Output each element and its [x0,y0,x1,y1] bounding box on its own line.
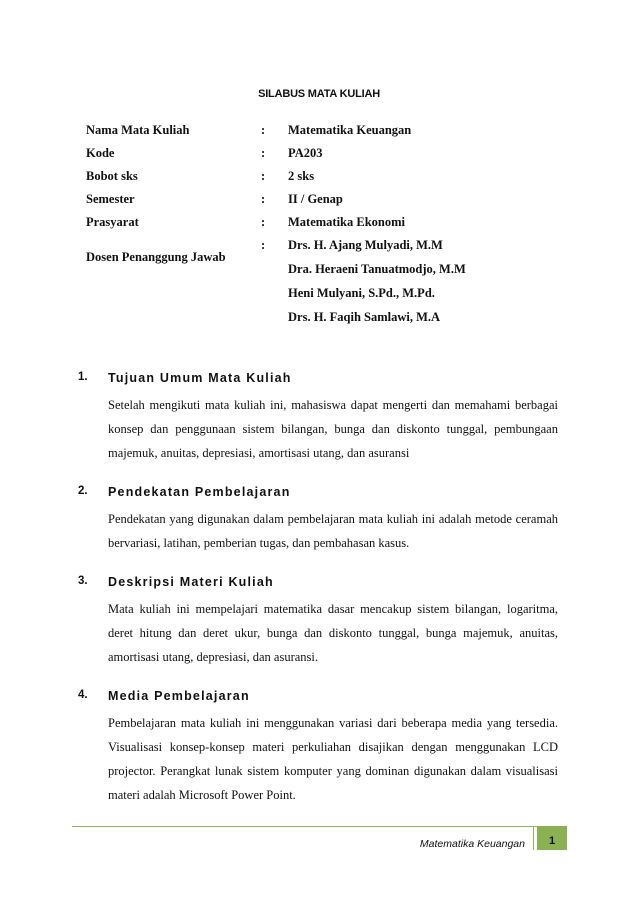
info-colon: : [261,215,266,229]
page-number: 1 [537,826,567,850]
section-number: 3. [78,575,88,587]
section-number: 4. [78,689,88,701]
lecturer-name: Dra. Heraeni Tanuatmodjo, M.M [288,262,466,276]
info-value: 2 sks [288,169,315,183]
info-label: Bobot sks [86,169,138,183]
section-text: Mata kuliah ini mempelajari matematika dasar mencakup sistem bilangan, logaritma, deret hitung dan deret ukur, bunga dan diskonto tunggal, bunga majemuk, anuitas, amortisasi utang, depresiasi, dan asuransi. [108,602,558,664]
info-colon: : [261,146,266,160]
info-value: Matematika Keuangan [288,123,412,137]
section-heading: Media Pembelajaran [108,689,250,703]
page-title: SILABUS MATA KULIAH [258,88,380,100]
footer-course-name: Matematika Keuangan [419,838,525,850]
info-value: Matematika Ekonomi [288,215,406,229]
section-heading: Pendekatan Pembelajaran [108,485,291,499]
section-text: Pembelajaran mata kuliah ini menggunakan variasi dari beberapa media yang tersedia. Visualisasi konsep-konsep materi perkuliahan disajikan dengan menggunakan LCD projector. Perangkat lunak sistem komputer yang dominan digunakan dalam visualisasi materi adalah Microsoft Power Point. [108,716,558,802]
info-label: Kode [86,146,115,160]
lecturer-name: Drs. H. Faqih Samlawi, M.A [288,310,441,324]
section-heading: Tujuan Umum Mata Kuliah [108,371,292,385]
info-value: PA203 [288,146,323,160]
footer-divider [72,826,567,827]
footer-separator [533,826,534,850]
info-colon: : [261,238,266,252]
section-text: Pendekatan yang digunakan dalam pembelajaran mata kuliah ini adalah metode ceramah bervariasi, latihan, pemberian tugas, dan pembahasan kasus. [108,512,558,550]
info-colon: : [261,192,266,206]
lecturer-name: Drs. H. Ajang Mulyadi, M.M [288,238,443,252]
info-label: Semester [86,192,135,206]
info-label: Nama Mata Kuliah [86,123,190,137]
info-label: Dosen Penanggung Jawab [86,250,226,264]
section-heading: Deskripsi Materi Kuliah [108,575,274,589]
info-label: Prasyarat [86,215,139,229]
info-colon: : [261,169,266,183]
info-value: II / Genap [288,192,343,206]
info-colon: : [261,123,266,137]
section-number: 2. [78,485,88,497]
lecturer-list [288,238,466,334]
section-number: 1. [78,371,88,383]
lecturer-name: Heni Mulyani, S.Pd., M.Pd. [288,286,435,300]
section-text: Setelah mengikuti mata kuliah ini, mahasiswa dapat mengerti dan memahami berbagai konsep dan penggunaan sistem bilangan, bunga dan diskonto tunggal, pembungaan majemuk, anuitas, depresiasi, amortisasi utang, dan asuransi [108,398,558,460]
